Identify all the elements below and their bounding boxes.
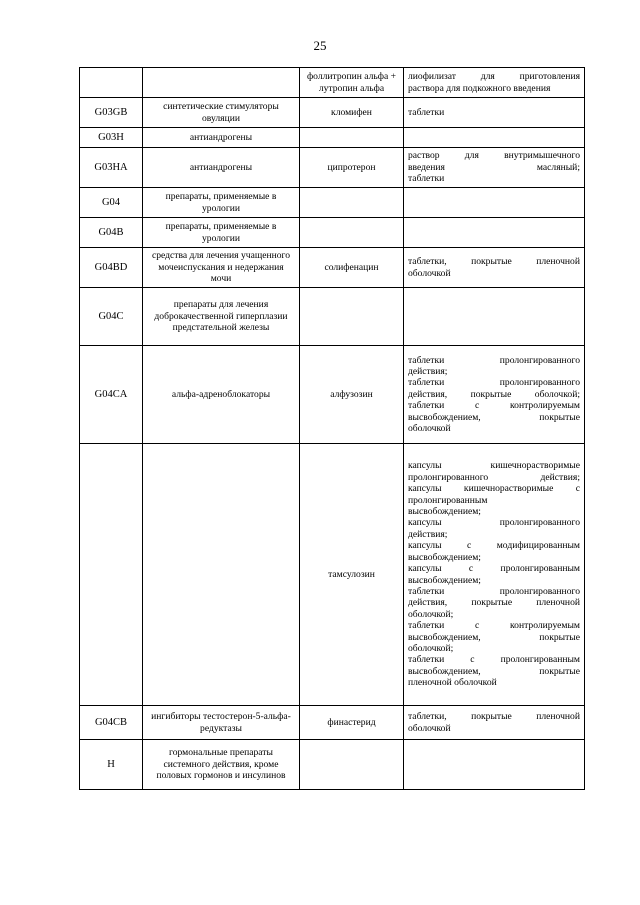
dosage-form-line: введения масляный; [408, 161, 580, 173]
dosage-form-line: оболочкой; [408, 608, 454, 620]
atc-group-cell [143, 68, 300, 98]
table-row [80, 218, 585, 248]
atc-code-cell: G04C [80, 288, 143, 346]
dosage-form-cell [404, 188, 585, 218]
dosage-form-line: таблетки [408, 173, 445, 185]
substance-cell: кломифен [300, 98, 404, 128]
table-row [80, 148, 585, 188]
substance-cell [300, 128, 404, 148]
atc-group-cell: синтетические стимуляторы овуляции [143, 98, 300, 128]
atc-group-cell: средства для лечения учащенного мочеиспускания и недержания мочи [143, 248, 300, 288]
atc-code-cell: G04 [80, 188, 143, 218]
dosage-form-cell [404, 706, 585, 740]
atc-code-cell: H [80, 740, 143, 790]
table-row [80, 188, 585, 218]
substance-cell: ципротерон [300, 148, 404, 188]
dosage-form-line: высвобождением; [408, 574, 481, 586]
atc-code-cell: G04CB [80, 706, 143, 740]
dosage-form-line: таблетки пролонгированного [408, 585, 580, 597]
dosage-form-line: капсулы с пролонгированным [408, 563, 580, 575]
atc-group-cell: ингибиторы тестостерон-5-альфа-редуктазы [143, 706, 300, 740]
dosage-form-cell [404, 740, 585, 790]
substance-cell [300, 218, 404, 248]
table-row [80, 740, 585, 790]
dosage-form-line: таблетки пролонгированного [408, 377, 580, 389]
table-row [80, 444, 585, 706]
table-row [80, 288, 585, 346]
dosage-form-line: пролонгированного действия; [408, 471, 580, 483]
atc-group-cell: антиандрогены [143, 148, 300, 188]
atc-group-cell: антиандрогены [143, 128, 300, 148]
page-number: 25 [313, 38, 327, 53]
dosage-form-line: высвобождением; [408, 506, 481, 518]
dosage-form-line: раствора для подкожного введения [408, 82, 551, 94]
dosage-form-cell [404, 444, 585, 706]
dosage-form-line: таблетки пролонгированного [408, 354, 580, 366]
dosage-form-line: таблетки с пролонгированным [408, 654, 580, 666]
atc-group-cell: препараты для лечения доброкачественной гиперплазии предстательной железы [143, 288, 300, 346]
substance-cell: солифенацин [300, 248, 404, 288]
dosage-form-line: действия, покрытые пленочной [408, 597, 580, 609]
table-row [80, 68, 585, 98]
substance-cell: тамсулозин [300, 444, 404, 706]
dosage-form-cell [404, 98, 585, 128]
atc-group-cell: альфа-адреноблокаторы [143, 346, 300, 444]
substance-cell [300, 740, 404, 790]
dosage-form-cell [404, 288, 585, 346]
dosage-form-line: действия, покрытые оболочкой; [408, 388, 580, 400]
dosage-form-cell [404, 248, 585, 288]
substance-cell [300, 188, 404, 218]
atc-code-cell: G04CA [80, 346, 143, 444]
dosage-form-line: таблетки, покрытые пленочной [408, 256, 580, 268]
atc-group-cell: препараты, применяемые в урологии [143, 218, 300, 248]
dosage-form-line: действия; [408, 528, 448, 540]
dosage-form-line: капсулы кишечнорастворимые [408, 460, 580, 472]
dosage-form-line: оболочкой [408, 722, 451, 734]
dosage-form-line: капсулы кишечнорастворимые с [408, 483, 580, 495]
dosage-form-line: капсулы пролонгированного [408, 517, 580, 529]
dosage-form-line: таблетки с контролируемым [408, 400, 580, 412]
dosage-form-line: оболочкой [408, 267, 451, 279]
dosage-form-line: действия; [408, 365, 448, 377]
atc-code-cell: G04B [80, 218, 143, 248]
dosage-form-line: таблетки, покрытые пленочной [408, 711, 580, 723]
atc-code-cell: G03H [80, 128, 143, 148]
dosage-form-line: капсулы с модифицированным [408, 540, 580, 552]
dosage-form-line: высвобождением, покрытые [408, 665, 580, 677]
dosage-form-line: таблетки с контролируемым [408, 620, 580, 632]
dosage-form-line: оболочкой [408, 423, 451, 435]
dosage-form-line: пролонгированным [408, 494, 488, 506]
atc-code-cell [80, 444, 143, 706]
dosage-form-cell [404, 128, 585, 148]
substance-cell: алфузозин [300, 346, 404, 444]
atc-group-cell [143, 444, 300, 706]
dosage-form-line: пленочной оболочкой [408, 677, 497, 689]
table-body [80, 68, 585, 790]
dosage-form-line: таблетки [408, 106, 445, 118]
dosage-form-line: высвобождением; [408, 551, 481, 563]
table-row [80, 98, 585, 128]
dosage-form-cell [404, 218, 585, 248]
drug-table [79, 67, 585, 790]
table-row [80, 346, 585, 444]
dosage-form-cell [404, 148, 585, 188]
dosage-form-line: оболочкой; [408, 642, 454, 654]
substance-cell [300, 288, 404, 346]
table-row [80, 706, 585, 740]
dosage-form-line: раствор для внутримышечного [408, 150, 580, 162]
dosage-form-cell [404, 68, 585, 98]
dosage-form-line: лиофилизат для приготовления [408, 71, 580, 83]
dosage-form-cell [404, 346, 585, 444]
atc-code-cell: G04BD [80, 248, 143, 288]
atc-group-cell: гормональные препараты системного действия, кроме половых гормонов и инсулинов [143, 740, 300, 790]
atc-code-cell: G03HA [80, 148, 143, 188]
table-row [80, 128, 585, 148]
atc-group-cell: препараты, применяемые в урологии [143, 188, 300, 218]
table-row [80, 248, 585, 288]
substance-cell: финастерид [300, 706, 404, 740]
substance-cell: фоллитропин альфа + лутропин альфа [300, 68, 404, 98]
dosage-form-line: высвобождением, покрытые [408, 631, 580, 643]
atc-code-cell [80, 68, 143, 98]
dosage-form-line: высвобождением, покрытые [408, 411, 580, 423]
atc-code-cell: G03GB [80, 98, 143, 128]
